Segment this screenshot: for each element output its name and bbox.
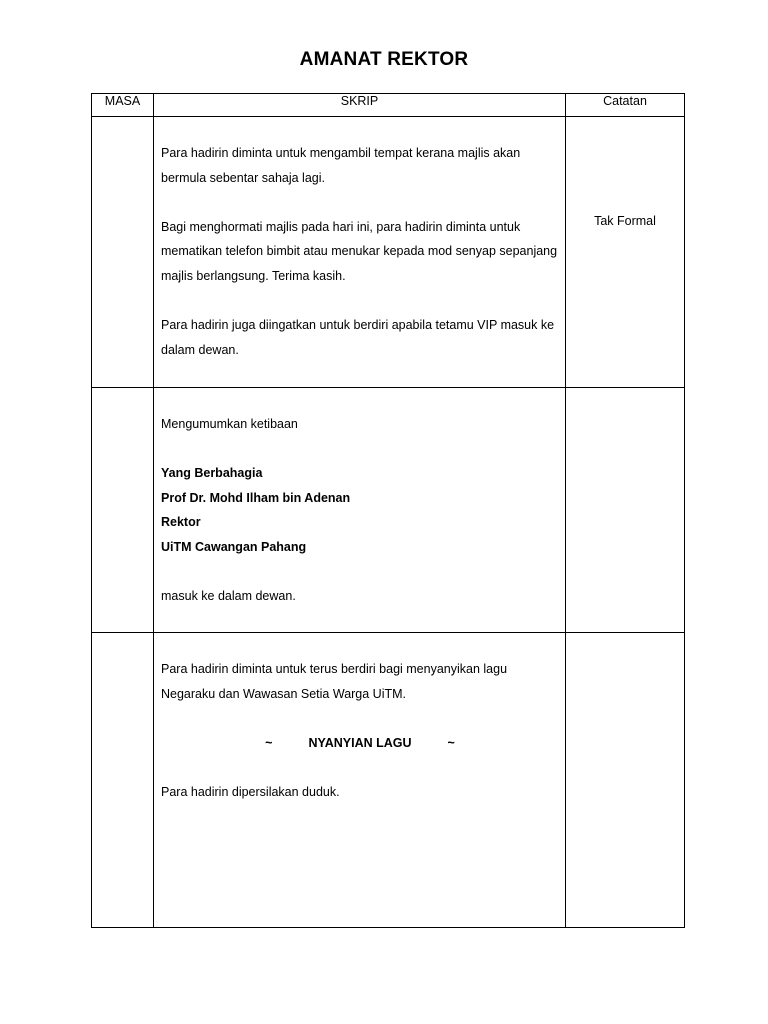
masa-cell	[92, 388, 154, 633]
script-table	[91, 93, 685, 928]
tilde-mark: ~	[447, 735, 455, 750]
tilde-mark: ~	[265, 735, 273, 750]
skrip-cell	[154, 633, 566, 928]
vip-name-block	[161, 461, 559, 559]
script-paragraph: Bagi menghormati majlis pada hari ini, para hadirin diminta untuk mematikan telefon bimbit atau menukar kepada mod senyap sepanjang majlis berlangsung. Terima kasih.	[161, 219, 558, 283]
anthem-intro: Para hadirin diminta untuk terus berdiri bagi menyanyikan lagu Negaraku dan Wawasan Setia Warga UiTM.	[161, 662, 508, 701]
masa-cell	[92, 117, 154, 388]
page-title: AMANAT REKTOR	[299, 49, 469, 70]
catatan-cell	[566, 633, 685, 928]
table-row	[92, 388, 685, 633]
table-row	[92, 633, 685, 928]
header-masa: MASA	[92, 94, 154, 117]
header-skrip: SKRIP	[154, 94, 566, 117]
header-catatan: Catatan	[566, 94, 685, 117]
script-paragraph: Para hadirin juga diingatkan untuk berdiri apabila tetamu VIP masuk ke dalam dewan.	[161, 318, 555, 357]
script-paragraph: Para hadirin diminta untuk mengambil tempat kerana majlis akan bermula sebentar sahaja lagi.	[161, 146, 521, 185]
skrip-cell	[154, 388, 566, 633]
vip-honorific: Yang Berbahagia	[161, 466, 263, 481]
anthem-outro: Para hadirin dipersilakan duduk.	[161, 784, 340, 799]
song-heading	[161, 731, 559, 756]
song-label: NYANYIAN LAGU	[308, 735, 412, 750]
vip-position: Rektor	[161, 515, 201, 530]
skrip-cell	[154, 117, 566, 388]
announcement-intro: Mengumumkan ketibaan	[161, 417, 298, 431]
catatan-cell	[566, 388, 685, 633]
catatan-cell: Tak Formal	[566, 117, 685, 388]
table-row	[92, 117, 685, 388]
masa-cell	[92, 633, 154, 928]
vip-name: Prof Dr. Mohd Ilham bin Adenan	[161, 490, 351, 505]
announcement-outro: masuk ke dalam dewan.	[161, 589, 296, 604]
table-header-row	[92, 94, 685, 117]
vip-campus: UiTM Cawangan Pahang	[161, 539, 307, 554]
